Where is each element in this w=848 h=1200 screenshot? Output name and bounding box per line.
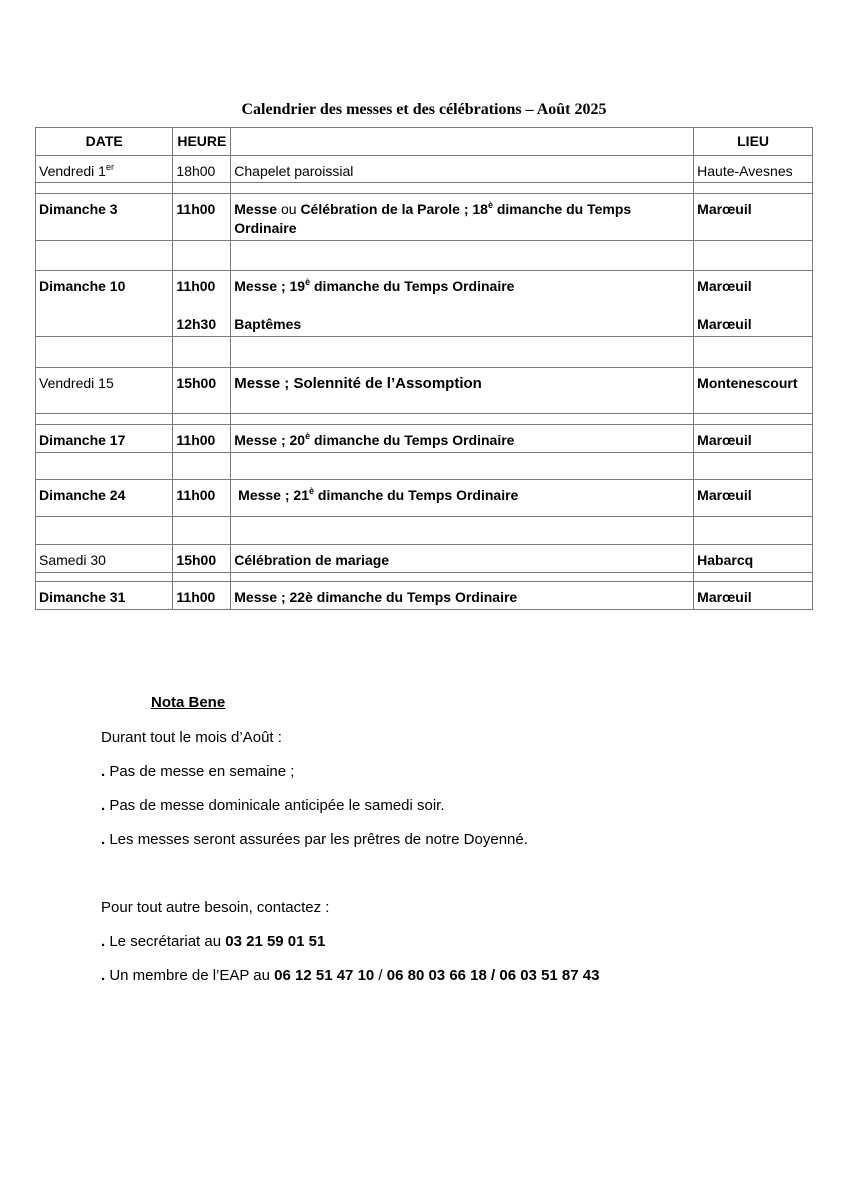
row-date: Vendredi 15 [36,368,173,414]
header-date: DATE [36,128,173,156]
notes-item: . Les messes seront assurées par les prêtres de notre Doyenné. [101,831,528,848]
secretariat-phone: 03 21 59 01 51 [225,933,326,950]
table-row [36,194,813,241]
spacer-row [36,183,813,194]
row-time: 11h00 [173,194,231,241]
row-date: Vendredi 1er [36,156,173,183]
table-row [36,545,813,573]
notes-item: . Pas de messe en semaine ; [101,763,295,780]
row-event: Messe ; Solennité de l’Assomption [231,368,694,414]
contact-eap: . Un membre de l’EAP au 06 12 51 47 10 / 06 80 03 66 18 / 06 03 51 87 43 [101,967,600,984]
page-title: Calendrier des messes et des célébrations – Août 2025 [241,101,607,118]
row-date: Dimanche 17 [36,425,173,453]
row-time: 18h00 [173,156,231,183]
row-event: Messe ; $20^è$ dimanche du Temps Ordinaire [231,425,694,453]
table-row [36,271,813,337]
header-place: LIEU [694,128,813,156]
row-place: Habarcq [694,545,813,573]
row-event: Chapelet paroissial [231,156,694,183]
eap-phones-more: 06 80 03 66 18 / 06 03 51 87 43 [386,967,600,984]
table-row [36,368,813,414]
spacer-row [36,573,813,582]
row-time: 15h00 [173,368,231,414]
spacer-row [36,337,813,368]
eap-phone: 06 12 51 47 10 [274,967,375,984]
notes-heading: Nota Bene [151,694,226,711]
row-event: Messe ; $19^è$ dimanche du Temps Ordinaire Baptêmes [231,271,694,337]
row-place: Marœuil [694,480,813,517]
row-place: Marœuil [694,425,813,453]
table-row [36,582,813,610]
spacer-row [36,414,813,425]
row-event: Messe ; 22è dimanche du Temps Ordinaire [231,582,694,610]
notes-item: . Pas de messe dominicale anticipée le samedi soir. [101,797,445,814]
row-date: Dimanche 31 [36,582,173,610]
row-time: 15h00 [173,545,231,573]
table-header-row [36,128,813,156]
contact-secretariat: . Le secrétariat au 03 21 59 01 51 [101,933,326,950]
mass-calendar-table [35,127,813,610]
row-date: Dimanche 24 [36,480,173,517]
row-place: Marœuil [694,582,813,610]
table-row [36,480,813,517]
row-time: 11h00 12h30 [173,271,231,337]
row-time: 11h00 [173,582,231,610]
row-date: Dimanche 10 [36,271,173,337]
notes-intro: Durant tout le mois d’Août : [101,729,282,746]
spacer-row [36,517,813,545]
spacer-row [36,241,813,271]
row-date: Samedi 30 [36,545,173,573]
row-place: Montenescourt [694,368,813,414]
table-row [36,156,813,183]
row-event: Messe ; $21^è$ dimanche du Temps Ordinaire [231,480,694,517]
row-event: Messe ou Célébration de la Parole ; $18^è$ dimanche du Temps Ordinaire [231,194,694,241]
contact-intro: Pour tout autre besoin, contactez : [101,899,330,916]
row-event: Célébration de mariage [231,545,694,573]
row-time: 11h00 [173,425,231,453]
spacer-row [36,453,813,480]
header-time: HEURE [173,128,231,156]
row-time: 11h00 [173,480,231,517]
row-date: Dimanche 3 [36,194,173,241]
header-event [231,128,694,156]
table-row [36,425,813,453]
row-place: Haute-Avesnes [694,156,813,183]
row-place: Marœuil Marœuil [694,271,813,337]
row-place: Marœuil [694,194,813,241]
